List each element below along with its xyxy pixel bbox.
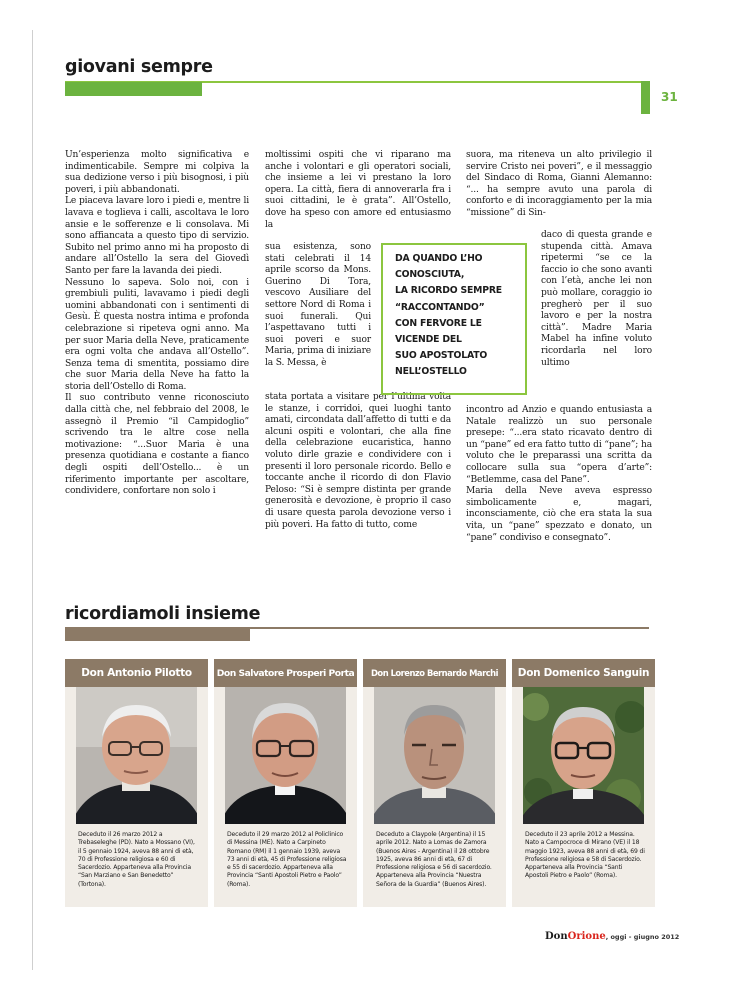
memorial-card-name: Don Salvatore Prosperi Porta: [214, 659, 357, 687]
memorial-card-name: Don Antonio Pilotto: [65, 659, 208, 687]
pull-quote-line: SUO APOSTOLATO: [395, 350, 488, 362]
magazine-footer: [545, 931, 679, 942]
brand-tagline: , oggi - giugno 2012: [605, 933, 680, 941]
article-column-3-narrow: [541, 230, 652, 369]
memorial-card-bio: Deceduto il 29 marzo 2012 al Policlinico di Messina (ME). Nato a Carpineto Romano (RM) il 1 gennaio 1939, aveva 73 anni di età, 45 di Professione religiosa e 55 di sacerdozio. Apparteneva alla Provincia “Santi Apostoli Pietro e Paolo” (Roma).: [227, 831, 347, 888]
pull-quote-line: CONOSCIUTA,: [395, 269, 465, 281]
memorial-card-name: Don Lorenzo Bernardo Marchi: [363, 659, 506, 687]
memorial-accent-bar: [65, 628, 250, 641]
article-paragraph: Un’esperienza molto significativa e indimenticabile. Sempre mi colpiva la sua dedizione verso i più bisognosi, i più poveri, i più abbandonati.: [65, 150, 249, 195]
page-number: 31: [661, 90, 678, 104]
portrait-photo: [523, 687, 644, 824]
memorial-card-bio: Deceduto a Claypole (Argentina) il 15 aprile 2012. Nato a Lomas de Zamora (Buenos Aires - Argentina) il 28 ottobre 1925, aveva 86 anni di età, 67 di Professione religiosa e 56 di sacerdozio. Apparteneva alla Provincia “Nuestra Señora de la Guardia” (Buenos Aires).: [376, 831, 492, 888]
page-margin-rule: [32, 30, 33, 970]
memorial-card-marchi: [363, 659, 506, 907]
pull-quote-line: LA RICORDO SEMPRE: [395, 285, 502, 297]
article-column-2-top: [265, 150, 451, 231]
memorial-card-bio: Deceduto il 23 aprile 2012 a Messina. Nato a Campocroce di Mirano (VE) il 18 maggio 1923, aveva 88 anni di età, 69 di Professione religiosa e 58 di Sacerdozio. Apparteneva alla Provincia “Santi Apostoli Pietro e Paolo” (Roma).: [525, 831, 645, 880]
brand-orione: Orione: [567, 931, 606, 942]
pull-quote-line: “RACCONTANDO”: [395, 301, 485, 313]
pull-quote-line: VICENDE DEL: [395, 334, 462, 346]
article-paragraph: suora, ma riteneva un alto privilegio il servire Cristo nei poveri”, e il messaggio del Sindaco di Roma, Gianni Alemanno: “... ha sempre avuto una parola di conforto e di incoraggiamento per la mia “missione” di Sin-: [466, 150, 652, 218]
article-paragraph: Nessuno lo sapeva. Solo noi, con i grembiuli puliti, lavavamo i piedi degli uomini abbandonati con i sentimenti di Gesù. È questa nostra intima e profonda celebrazione si ripeteva ogni anno. Ma per suor Maria della Neve, praticamente era ogni volta che andava all’Ostello”. Senza tema di smentita, possiamo dire che suor Maria della Neve ha fatto la storia dell’Ostello di Roma.: [65, 277, 249, 392]
portrait-photo: [374, 687, 495, 824]
memorial-card-name: Don Domenico Sanguin: [512, 659, 655, 687]
section-title: giovani sempre: [65, 57, 213, 77]
pull-quote-box: [381, 243, 527, 395]
article-paragraph: moltissimi ospiti che vi riparano ma anche i volontari e gli operatori sociali, che insieme a lei vi prestano la loro opera. La città, fiera di annoverarla fra i suoi cittadini, le è grata”. All’Ostello, dove ha speso con amore ed entusiasmo la: [265, 150, 451, 230]
memorial-card-pilotto: [65, 659, 208, 907]
pull-quote-line: CON FERVORE LE: [395, 317, 482, 329]
article-column-2-bottom: [265, 392, 451, 531]
brand-don: Don: [545, 931, 568, 942]
memorial-card-bio: Deceduto il 26 marzo 2012 a Trebaseleghe (PD). Nato a Mossano (VI), il 5 gennaio 1924, aveva 88 anni di età, 70 di Professione religiosa e 60 di Sacerdozio. Apparteneva alla Provincia “San Marziano e San Benedetto” (Tortona).: [78, 831, 195, 888]
pull-quote-line: DA QUANDO L’HO: [395, 253, 483, 264]
article-paragraph: Il suo contributo venne riconosciuto dalla città che, nel febbraio del 2008, le assegnò il Premio “il Campidoglio” scrivendo tra le altre cose nella motivazione: “...Suor Maria è una presenza quotidiana e costante a fianco degli ospiti dell’Ostello... è un riferimento importante per ascoltare, condividere, confortare non solo i: [65, 393, 249, 497]
page-tab-marker: [641, 81, 650, 114]
article-paragraph: daco di questa grande e stupenda città. Amava ripetermi “se ce la faccio io che sono avanti con l’età, anche lei non può mollare, coraggio io pregherò per il suo lavoro e per la nostra città”. Madre Maria Mabel ha infine voluto ricordarla nel loro ultimo: [541, 230, 652, 368]
memorial-section-title: ricordiamoli insieme: [65, 604, 261, 624]
memorial-card-prosperi-porta: [214, 659, 357, 907]
article-column-1: [65, 150, 249, 498]
portrait-photo: [225, 687, 346, 824]
article-column-3-bottom: [466, 405, 652, 544]
portrait-photo: [76, 687, 197, 824]
article-paragraph: sua esistenza, sono stati celebrati il 14 aprile scorso da Mons. Guerino Di Tora, vescovo Ausiliare del settore Nord di Roma i suoi funerali. Qui l’aspettavano tutti i suoi poveri e suor Maria, prima di iniziare la S. Messa, è: [265, 242, 371, 368]
pull-quote-line: NELL’OSTELLO: [395, 366, 467, 378]
article-column-2-narrow: [265, 242, 371, 370]
article-column-3-top: [466, 150, 652, 220]
article-paragraph: Maria della Neve aveva espresso simbolicamente e, magari, inconsciamente, ciò che era stata la sua vita, un “pane” spezzato e donato, un “pane” condiviso e consegnato”.: [466, 486, 652, 543]
issue-date: giugno 2012: [633, 933, 680, 941]
title-accent-bar: [65, 82, 202, 96]
article-paragraph: incontro ad Anzio e quando entusiasta a Natale realizzò un suo personale presepe: “...era stato ricavato dentro di un “pane” ed era fatto tutto di “pane”; ha voluto che le preparassi una scritta da collocare sulla sua “opera d’arte”: “Betlemme, casa del Pane”.: [466, 405, 652, 485]
article-paragraph: Le piaceva lavare loro i piedi e, mentre li lavava e toglieva i calli, ascoltava le loro ansie e le sofferenze e li consolava. Mi sono affiancata a questo tipo di servizio. Subito nel primo anno mi ha proposto di andare all’Ostello la sera del Giovedì Santo per fare la lavanda dei piedi.: [65, 196, 249, 276]
memorial-card-sanguin: [512, 659, 655, 907]
article-paragraph: stata portata a visitare per l’ultima volta le stanze, i corridoi, quei luoghi tanto amati, circondata dall’affetto di tutti e da alcuni ospiti e volontari, che alla fine della celebrazione eucaristica, hanno voluto dirle grazie e condividere con i presenti il loro personale ricordo. Bello e toccante anche il ricordo di don Flavio Peloso: “Si è sempre distinta per grande generosità e devozione, è proprio il caso di usare questa parola devozione verso i più poveri. Ha fatto di tutto, come: [265, 392, 451, 530]
